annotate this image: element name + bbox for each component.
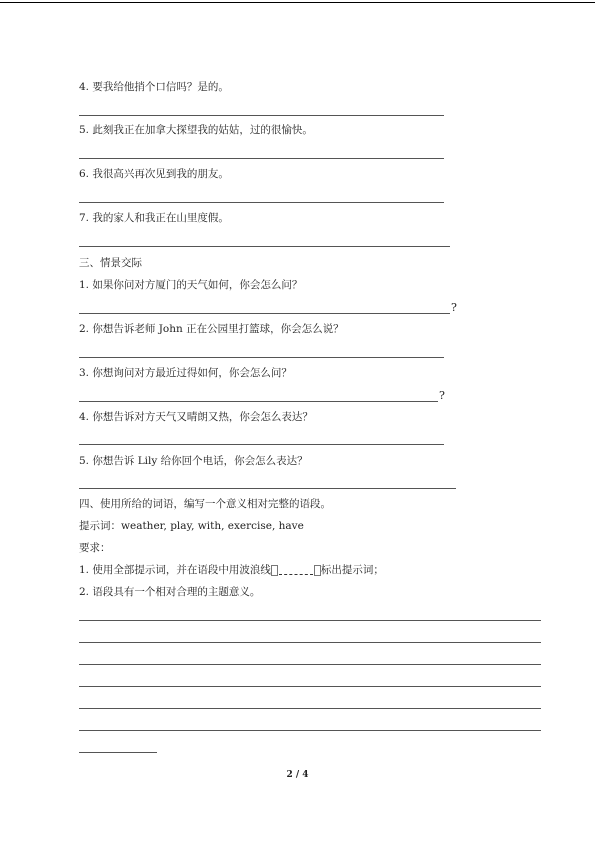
wavy-underline-icon — [279, 566, 313, 575]
situation-answer-line-2[interactable] — [79, 357, 444, 358]
requirement-2: 2. 语段具有一个相对合理的主题意义。 — [79, 586, 261, 598]
writing-line[interactable] — [79, 686, 541, 687]
situation-5: 5. 你想告诉 Lily 给你回个电话，你会怎么表达？ — [79, 455, 308, 467]
requirement-1-text-end: 标出提示词； — [320, 564, 384, 576]
situation-answer-line-4[interactable] — [79, 444, 444, 445]
writing-line[interactable] — [79, 642, 541, 643]
box-icon — [314, 565, 321, 576]
section3-heading: 三、情景交际 — [79, 257, 142, 269]
situation-answer-line-5[interactable] — [79, 488, 456, 489]
box-icon — [271, 565, 278, 576]
answer-line-5[interactable] — [79, 158, 444, 159]
situation-1: 1. 如果你问对方厦门的天气如何，你会怎么问？ — [79, 279, 303, 291]
writing-line[interactable] — [79, 730, 541, 731]
question-mark: ? — [439, 389, 445, 402]
hint-words: 提示词：weather, play, with, exercise, have — [79, 520, 304, 532]
writing-line[interactable] — [79, 708, 541, 709]
writing-line-short[interactable] — [79, 752, 157, 753]
requirement-1-text-start: 1. 使用全部提示词，并在语段中用波浪线 — [79, 564, 271, 576]
answer-line-7[interactable] — [79, 246, 450, 247]
sentence-4: 4. 要我给他捎个口信吗？是的。 — [79, 81, 229, 93]
answer-line-4[interactable] — [79, 115, 444, 116]
answer-line-6[interactable] — [79, 202, 444, 203]
section4-heading: 四、使用所给的词语，编写一个意义相对完整的语段。 — [79, 498, 331, 510]
situation-answer-line-1[interactable] — [79, 313, 450, 314]
sentence-6: 6. 我很高兴再次见到我的朋友。 — [79, 168, 229, 180]
situation-4: 4. 你想告诉对方天气又晴朗又热，你会怎么表达？ — [79, 411, 313, 423]
sentence-5: 5. 此刻我正在加拿大探望我的姑姑，过的很愉快。 — [79, 124, 313, 136]
writing-line[interactable] — [79, 620, 541, 621]
sentence-7: 7. 我的家人和我正在山里度假。 — [79, 212, 229, 224]
question-mark: ? — [451, 301, 457, 314]
situation-3: 3. 你想询问对方最近过得如何，你会怎么问？ — [79, 367, 292, 379]
page-number: 2 / 4 — [286, 770, 309, 780]
header-rule — [0, 2, 595, 3]
requirement-1 — [79, 563, 384, 577]
situation-2: 2. 你想告诉老师 John 正在公园里打篮球，你会怎么说？ — [79, 323, 344, 335]
writing-line[interactable] — [79, 664, 541, 665]
situation-answer-line-3[interactable] — [79, 401, 438, 402]
requirements-label: 要求： — [79, 542, 111, 554]
